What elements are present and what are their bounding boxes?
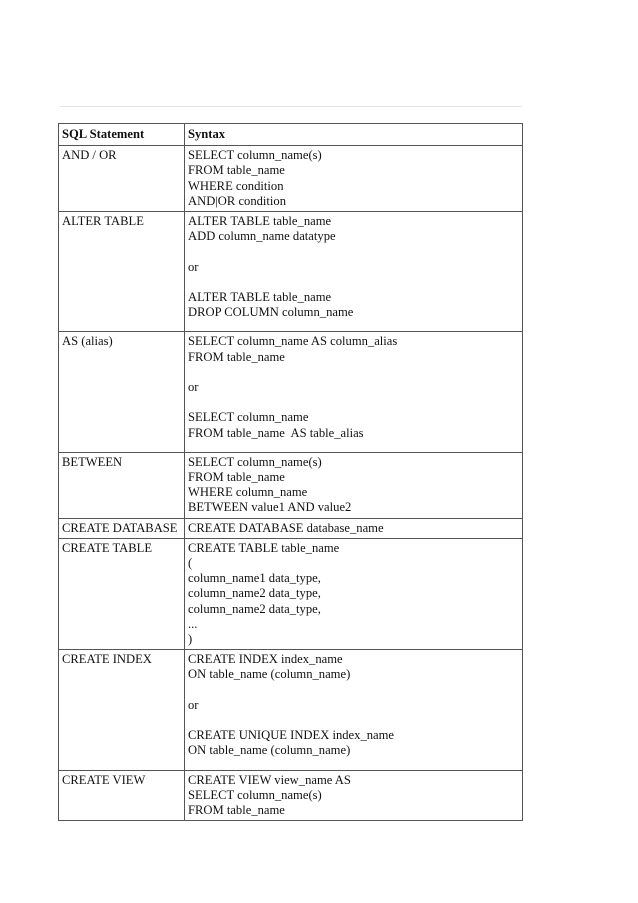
- syntax-line: FROM table_name AS table_alias: [188, 425, 364, 440]
- syntax-line: [188, 275, 519, 290]
- table-row: [59, 770, 523, 821]
- syntax-line: FROM table_name: [188, 163, 285, 178]
- cell-bottom-space: [188, 320, 519, 329]
- syntax-line: SELECT column_name: [188, 410, 309, 425]
- syntax-line: ON table_name (column_name): [188, 667, 351, 682]
- syntax-line: [188, 365, 519, 380]
- syntax-line: ON table_name (column_name): [188, 743, 351, 758]
- syntax-line: FROM table_name: [188, 470, 285, 484]
- syntax-line: ADD column_name datatype: [188, 229, 336, 244]
- table-body: [59, 146, 523, 821]
- syntax-line: (: [188, 556, 193, 571]
- syntax-line: SELECT column_name AS column_alias: [188, 334, 398, 349]
- table-row: [59, 212, 523, 332]
- syntax-line: CREATE VIEW view_name AS: [188, 772, 351, 787]
- cell-bottom-space: [188, 441, 519, 450]
- sql-reference-table: [58, 123, 523, 821]
- syntax-line: DROP COLUMN column_name: [188, 305, 354, 320]
- statement-cell: AND / OR: [59, 146, 185, 212]
- page-divider: [60, 106, 522, 107]
- syntax-line: ALTER TABLE table_name: [188, 214, 332, 229]
- table-row: [59, 538, 523, 649]
- table-row: [59, 146, 523, 212]
- syntax-line: CREATE DATABASE database_name: [188, 520, 384, 535]
- syntax-cell: [185, 538, 523, 649]
- statement-cell: AS (alias): [59, 332, 185, 452]
- syntax-line: CREATE UNIQUE INDEX index_name: [188, 728, 395, 743]
- syntax-line: WHERE condition: [188, 178, 284, 193]
- syntax-line: or: [188, 259, 199, 274]
- syntax-line: CREATE INDEX index_name: [188, 652, 343, 667]
- table-row: [59, 650, 523, 770]
- syntax-line: ...: [188, 616, 198, 631]
- table-row: [59, 332, 523, 452]
- statement-cell: ALTER TABLE: [59, 212, 185, 332]
- table-header-row: [59, 124, 523, 146]
- syntax-line: or: [188, 380, 199, 394]
- syntax-line: [188, 395, 519, 410]
- table-row: [59, 452, 523, 518]
- syntax-line: SELECT column_name(s): [188, 787, 322, 802]
- statement-cell: CREATE INDEX: [59, 650, 185, 770]
- syntax-line: ALTER TABLE table_name: [188, 290, 332, 304]
- syntax-line: FROM table_name: [188, 349, 285, 364]
- syntax-line: ): [188, 632, 193, 647]
- syntax-line: [188, 683, 519, 698]
- statement-cell: CREATE VIEW: [59, 770, 185, 821]
- syntax-line: or: [188, 697, 199, 712]
- syntax-line: column_name2 data_type,: [188, 601, 321, 616]
- column-header-sql-statement: SQL Statement: [59, 124, 185, 146]
- syntax-line: [188, 713, 519, 728]
- syntax-line: CREATE TABLE table_name: [188, 540, 340, 555]
- syntax-line: WHERE column_name: [188, 485, 308, 500]
- syntax-cell: [185, 146, 523, 212]
- statement-cell: CREATE DATABASE: [59, 518, 185, 538]
- syntax-line: SELECT column_name(s): [188, 454, 322, 469]
- syntax-line: [188, 244, 519, 259]
- syntax-cell: [185, 518, 523, 538]
- syntax-cell: [185, 332, 523, 452]
- syntax-line: column_name1 data_type,: [188, 571, 321, 586]
- syntax-line: FROM table_name: [188, 803, 285, 818]
- statement-cell: CREATE TABLE: [59, 538, 185, 649]
- cell-bottom-space: [188, 759, 519, 768]
- table-row: [59, 518, 523, 538]
- syntax-line: column_name2 data_type,: [188, 586, 321, 601]
- syntax-line: AND|OR condition: [188, 193, 287, 208]
- syntax-cell: [185, 452, 523, 518]
- syntax-cell: [185, 650, 523, 770]
- syntax-cell: [185, 212, 523, 332]
- syntax-cell: [185, 770, 523, 821]
- syntax-line: BETWEEN value1 AND value2: [188, 500, 352, 515]
- syntax-line: SELECT column_name(s): [188, 148, 322, 163]
- statement-cell: BETWEEN: [59, 452, 185, 518]
- column-header-syntax: Syntax: [185, 124, 523, 146]
